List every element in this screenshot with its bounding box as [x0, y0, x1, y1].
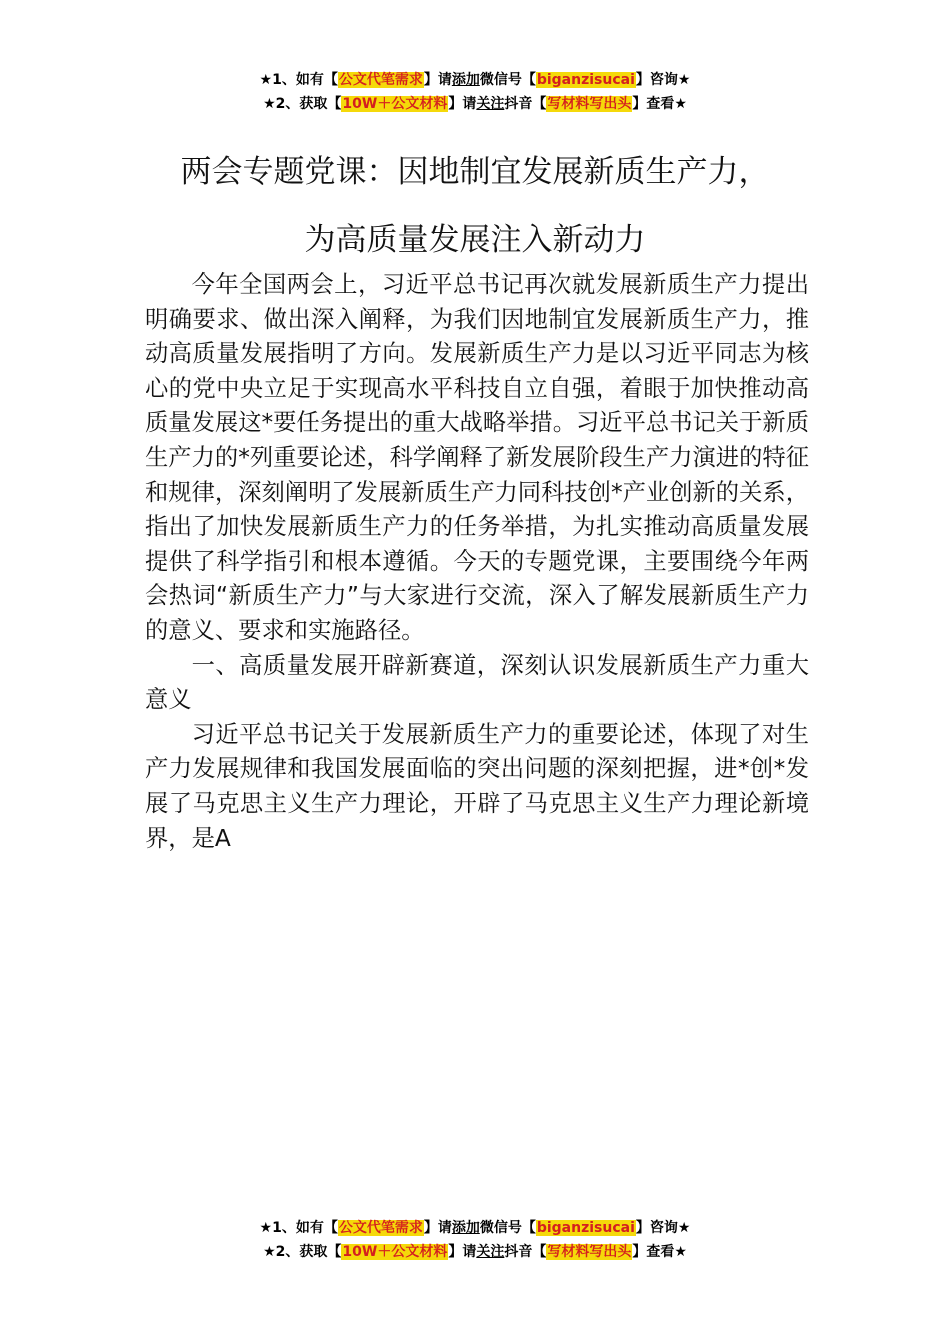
banner-text: ★1、如有【	[259, 1220, 338, 1236]
banner-highlight: 10W＋公文材料	[342, 1244, 448, 1260]
banner-text: 】请	[423, 1220, 452, 1236]
banner-underline-text: 添加	[451, 72, 480, 88]
banner-text: 】请	[423, 72, 452, 88]
document-title-line-2: 为高质量发展注入新动力	[304, 222, 646, 258]
document-title-line-1: 两会专题党课：因地制宜发展新质生产力，	[180, 154, 770, 190]
banner-text: 】查看★	[632, 1244, 687, 1260]
banner-line-2	[0, 1240, 950, 1264]
banner-text: 】查看★	[632, 96, 687, 112]
document-body	[145, 268, 809, 856]
banner-highlight: 公文代笔需求	[338, 1220, 423, 1236]
footer-banner	[0, 1216, 950, 1264]
banner-text: 抖音【	[504, 96, 547, 112]
section-heading: 一、高质量发展开辟新赛道，深刻认识发展新质生产力重大意义	[145, 651, 809, 714]
paragraph: 习近平总书记关于发展新质生产力的重要论述，体现了对生产力发展规律和我国发展面临的突出问题的深刻把握，进*创*发展了马克思主义生产力理论，开辟了马克思主义生产力理论新境界，是A	[145, 720, 809, 852]
header-banner	[0, 68, 950, 116]
banner-underline-text: 添加	[451, 1220, 480, 1236]
banner-highlight: biganzisucai	[536, 1220, 635, 1236]
banner-text: 微信号【	[479, 72, 536, 88]
banner-text: ★2、获取【	[263, 1244, 342, 1260]
banner-text: 】请	[448, 1244, 477, 1260]
banner-text: 】咨询★	[635, 1220, 691, 1236]
banner-line-1	[0, 1216, 950, 1240]
banner-highlight: 10W＋公文材料	[342, 96, 448, 112]
banner-text: ★1、如有【	[259, 72, 338, 88]
banner-highlight: 写材料写出头	[547, 1244, 632, 1260]
banner-highlight: 公文代笔需求	[338, 72, 423, 88]
banner-text: 】请	[448, 96, 477, 112]
banner-highlight: biganzisucai	[536, 72, 635, 88]
banner-text: ★2、获取【	[263, 96, 342, 112]
banner-line-1	[0, 68, 950, 92]
banner-text: 微信号【	[479, 1220, 536, 1236]
banner-text: 】咨询★	[635, 72, 691, 88]
banner-underline-text: 关注	[476, 96, 505, 112]
banner-highlight: 写材料写出头	[547, 96, 632, 112]
banner-text: 抖音【	[504, 1244, 547, 1260]
banner-line-2	[0, 92, 950, 116]
banner-underline-text: 关注	[476, 1244, 505, 1260]
paragraph: 今年全国两会上，习近平总书记再次就发展新质生产力提出明确要求、做出深入阐释，为我们因地制宜发展新质生产力，推动高质量发展指明了方向。发展新质生产力是以习近平同志为核心的党中央立足于实现高水平科技自立自强，着眼于加快推动高质量发展这*要任务提出的重大战略举措。习近平总书记关于新质生产力的*列重要论述，科学阐释了新发展阶段生产力演进的特征和规律，深刻阐明了发展新质生产力同科技创*产业创新的关系，指出了加快发展新质生产力的任务举措，为扎实推动高质量发展提供了科学指引和根本遵循。今天的专题党课，主要围绕今年两会热词“新质生产力”与大家进行交流，深入了解发展新质生产力的意义、要求和实施路径。	[145, 271, 809, 644]
